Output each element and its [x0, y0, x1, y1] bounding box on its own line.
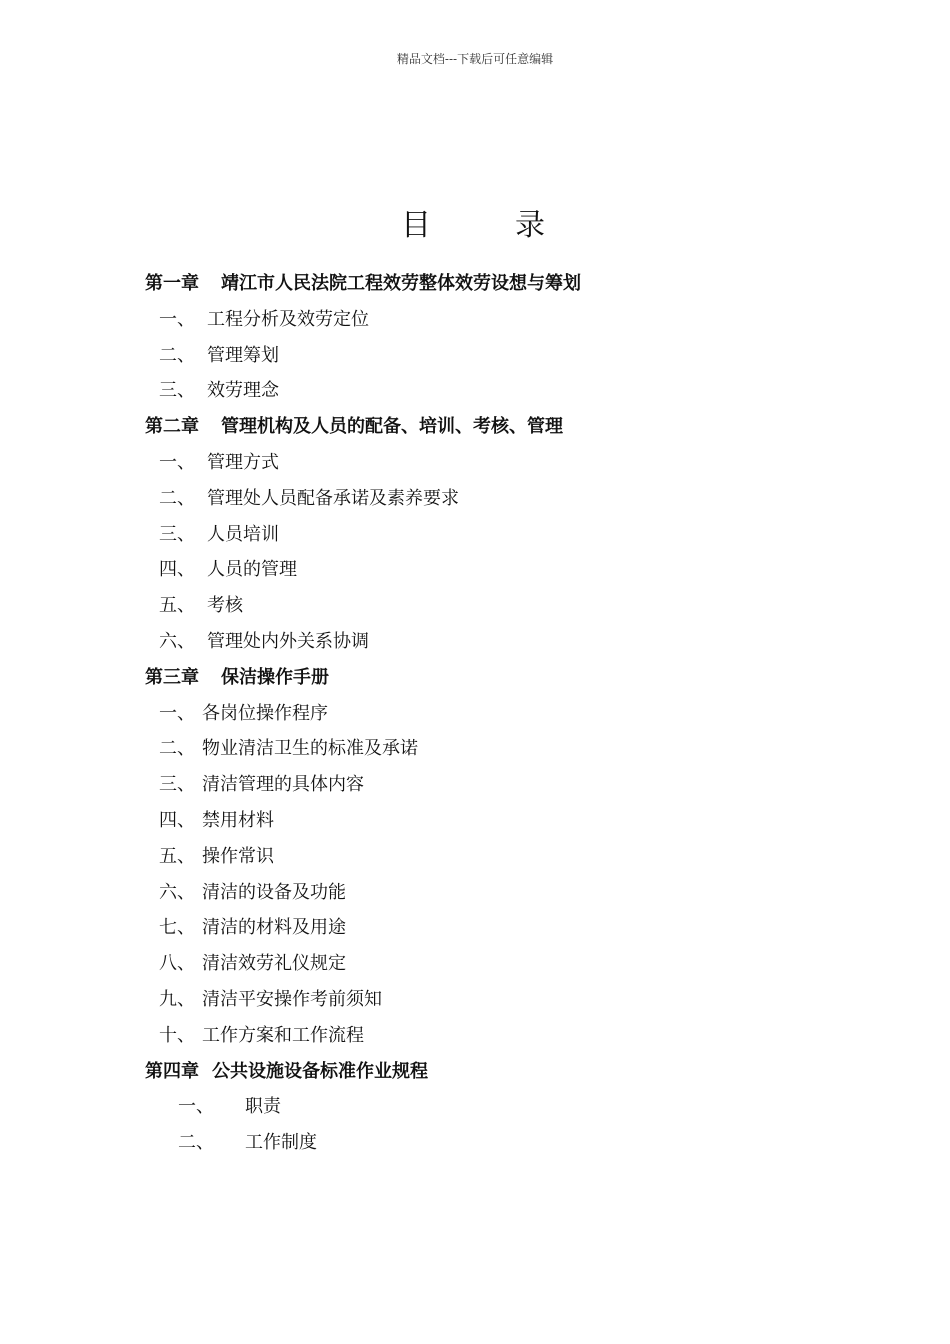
toc-section[interactable]	[145, 552, 845, 588]
toc-section[interactable]	[145, 1018, 845, 1054]
toc-section[interactable]	[145, 1125, 845, 1161]
toc-section[interactable]	[145, 1089, 845, 1125]
section-number: 三、	[159, 380, 195, 402]
section-title: 清洁的设备及功能	[202, 881, 346, 903]
section-title: 操作常识	[202, 845, 274, 867]
section-title: 工作制度	[245, 1132, 317, 1154]
toc-section[interactable]	[145, 910, 845, 946]
section-number: 四、	[159, 809, 195, 831]
section-title: 物业清洁卫生的标准及承诺	[202, 738, 418, 760]
section-title: 效劳理念	[207, 380, 279, 402]
toc-section[interactable]	[145, 767, 845, 803]
section-number: 二、	[159, 487, 195, 509]
section-title: 清洁平安操作考前须知	[202, 988, 382, 1010]
section-title: 管理筹划	[207, 344, 279, 366]
section-title: 清洁管理的具体内容	[202, 774, 364, 796]
chapter-title: 保洁操作手册	[221, 666, 329, 688]
toc-chapter-2[interactable]	[145, 409, 845, 445]
section-title: 各岗位操作程序	[202, 702, 328, 724]
section-number: 六、	[159, 630, 195, 652]
section-number: 八、	[159, 953, 195, 975]
section-title: 清洁效劳礼仪规定	[202, 953, 346, 975]
section-title: 工作方案和工作流程	[202, 1024, 364, 1046]
section-number: 四、	[159, 559, 195, 581]
section-number: 一、	[159, 308, 195, 330]
chapter-number: 第四章	[145, 1060, 199, 1082]
page-header: 精品文档---下载后可任意编辑	[396, 52, 554, 66]
section-number: 一、	[159, 451, 195, 473]
toc-section[interactable]	[145, 517, 845, 553]
chapter-number: 第二章	[145, 416, 199, 438]
page-title	[0, 200, 950, 244]
section-number: 一、	[178, 1096, 214, 1118]
section-title: 禁用材料	[202, 809, 274, 831]
section-number: 三、	[159, 523, 195, 545]
toc-section[interactable]	[145, 624, 845, 660]
section-number: 五、	[159, 845, 195, 867]
toc-section[interactable]	[145, 481, 845, 517]
section-title: 考核	[207, 595, 243, 617]
section-title: 工程分析及效劳定位	[207, 308, 369, 330]
section-title: 清洁的材料及用途	[202, 917, 346, 939]
toc-section[interactable]	[145, 731, 845, 767]
toc-section[interactable]	[145, 803, 845, 839]
section-number: 二、	[159, 344, 195, 366]
section-number: 五、	[159, 595, 195, 617]
chapter-title: 管理机构及人员的配备、培训、考核、管理	[221, 416, 563, 438]
section-title: 管理处人员配备承诺及素养要求	[207, 487, 459, 509]
toc-chapter-1[interactable]	[145, 266, 845, 302]
section-number: 一、	[159, 702, 195, 724]
toc-section[interactable]	[145, 445, 845, 481]
title-part-2: 录	[515, 208, 549, 243]
toc-section[interactable]	[145, 696, 845, 732]
chapter-title: 靖江市人民法院工程效劳整体效劳设想与筹划	[221, 273, 581, 294]
section-title: 管理处内外关系协调	[207, 630, 369, 652]
toc-section[interactable]	[145, 982, 845, 1018]
section-title: 管理方式	[207, 451, 279, 473]
toc-section[interactable]	[145, 839, 845, 875]
section-title: 职责	[245, 1096, 281, 1118]
section-number: 十、	[159, 1024, 195, 1046]
title-part-1: 目	[401, 208, 435, 243]
toc-section[interactable]	[145, 946, 845, 982]
section-number: 二、	[178, 1132, 214, 1154]
toc-section[interactable]	[145, 875, 845, 911]
section-number: 六、	[159, 881, 195, 903]
section-number: 二、	[159, 738, 195, 760]
section-title: 人员培训	[207, 523, 279, 545]
chapter-title: 公共设施设备标准作业规程	[212, 1060, 428, 1082]
section-number: 九、	[159, 988, 195, 1010]
table-of-contents	[145, 266, 845, 1161]
toc-section[interactable]	[145, 373, 845, 409]
section-number: 七、	[159, 917, 195, 939]
chapter-number: 第一章	[145, 273, 199, 294]
section-number: 三、	[159, 774, 195, 796]
toc-section[interactable]	[145, 302, 845, 338]
chapter-number: 第三章	[145, 666, 199, 688]
toc-section[interactable]	[145, 588, 845, 624]
toc-chapter-3[interactable]	[145, 660, 845, 696]
toc-chapter-4[interactable]	[145, 1054, 845, 1090]
section-title: 人员的管理	[207, 559, 297, 581]
toc-section[interactable]	[145, 338, 845, 374]
